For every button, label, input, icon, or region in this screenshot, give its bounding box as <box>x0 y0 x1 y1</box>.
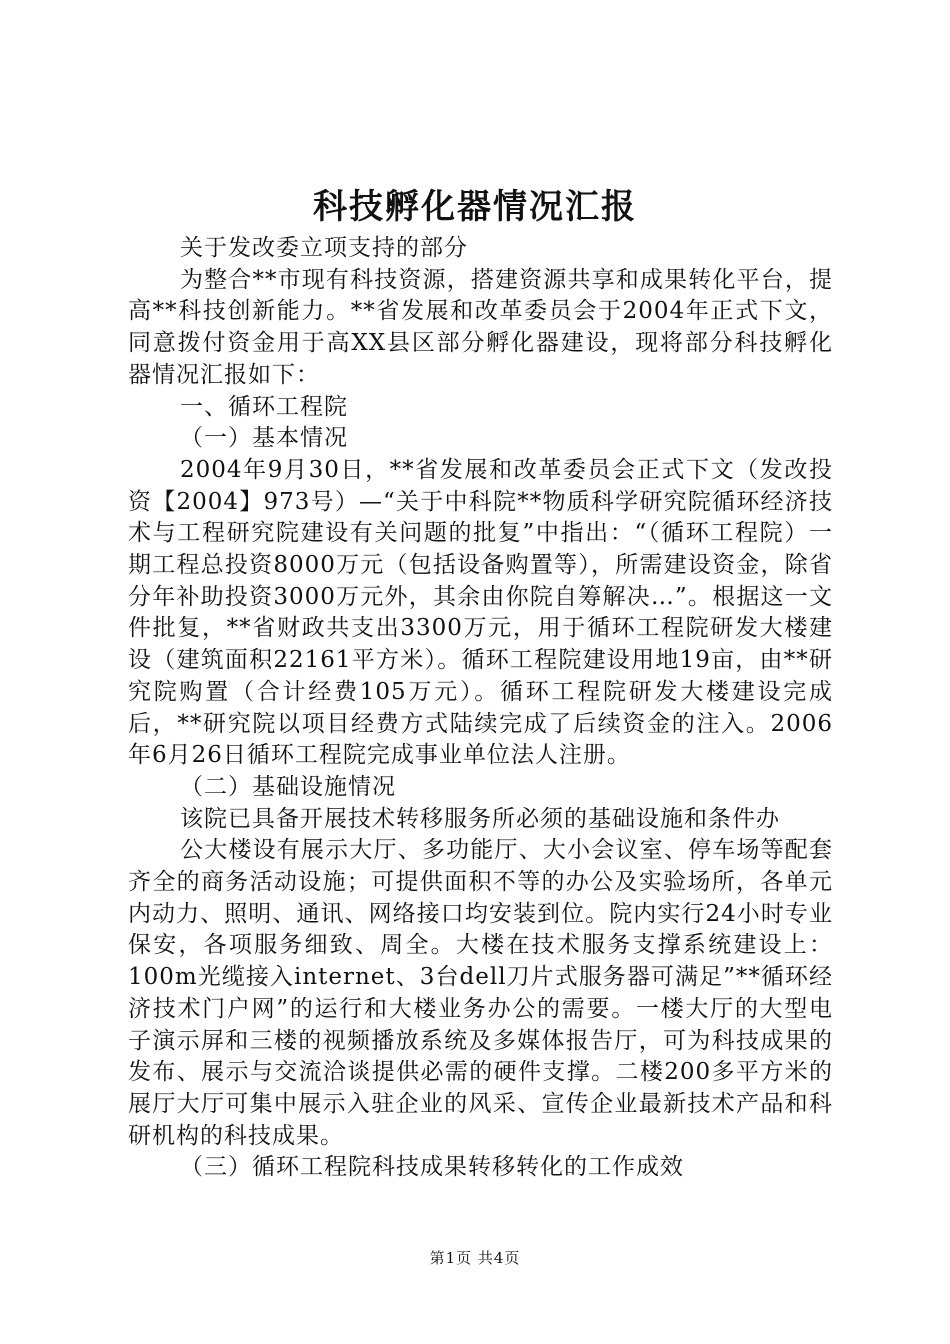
infrastructure-lead-line: 该院已具备开展技术转移服务所必须的基础设施和条件办 <box>180 805 780 832</box>
infrastructure-paragraph: 公大楼设有展示大厅、多功能厅、大小会议室、停车场等配套齐全的商务活动设施；可提供面积不等的办公及实验场所，各单元内动力、照明、通讯、网络接口均安装到位。院内实行24小时专业保安，各项服务细致、周全。大楼在技术服务支撑系统建设上：100m光缆接入internet、3台dell刀片式服务器可满足”**循环经济技术门户网”的运行和大楼业务办公的需要。一楼大厅的大型电子演示屏和三楼的视频播放系统及多媒体报告厅，可为科技成果的发布、展示与交流洽谈提供必需的硬件支撑。二楼200多平方米的展厅大厅可集中展示入驻企业的风采、宣传企业最新技术产品和科研机构的科技成果。 <box>128 837 833 1149</box>
page-footer: 第1页 共4页 <box>429 1249 521 1267</box>
section-heading-circular-institute: 一、循环工程院 <box>180 393 348 420</box>
basic-info-paragraph: 2004年9月30日，**省发展和改革委员会正式下文（发改投资【2004】973号）—“关于中科院**物质科学研究院循环经济技术与工程研究院建设有关问题的批复”中指出：“（循环工程院）一期工程总投资8000万元（包括设备购置等），所需建设资金，除省分年补助投资3000万元外，其余由你院自筹解决…”。根据这一文件批复，**省财政共支出3300万元，用于循环工程院研发大楼建设（建筑面积22161平方米）。循环工程院建设用地19亩，由**研究院购置（合计经费105万元）。循环工程院研发大楼建设完成后，**研究院以项目经费方式陆续完成了后续资金的注入。2006年6月26日循环工程院完成事业单位法人注册。 <box>128 456 833 769</box>
document-body <box>128 233 833 1184</box>
subheading-basic-info: （一）基本情况 <box>180 425 348 452</box>
document-title: 科技孵化器情况汇报 <box>313 187 637 227</box>
subheading-infrastructure: （二）基础设施情况 <box>180 773 396 800</box>
section-heading-funding: 关于发改委立项支持的部分 <box>180 235 468 261</box>
subheading-achievements: （三）循环工程院科技成果转移转化的工作成效 <box>180 1154 684 1181</box>
intro-paragraph: 为整合**市现有科技资源，搭建资源共享和成果转化平台，提高**科技创新能力。**省发展和改革委员会于2004年正式下文，同意拨付资金用于高XX县区部分孵化器建设，现将部分科技孵化器情况汇报如下： <box>128 266 833 388</box>
